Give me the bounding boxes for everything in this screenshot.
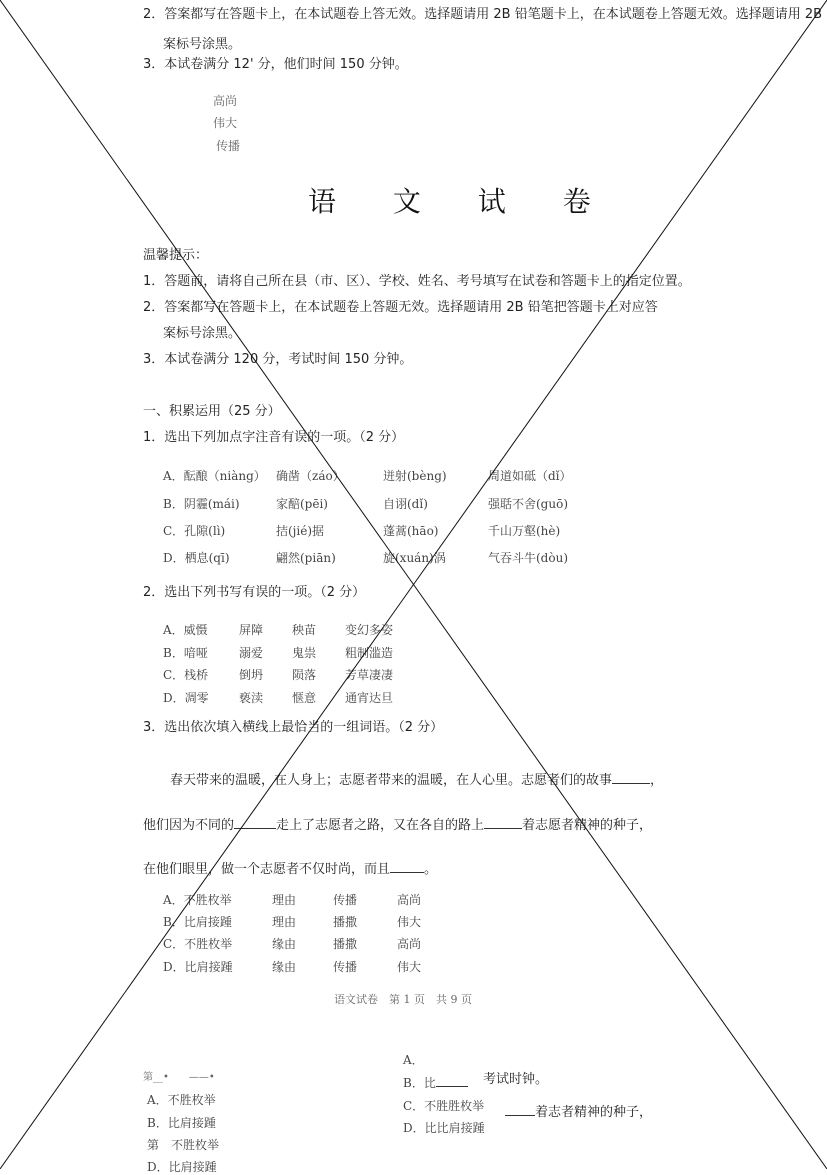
- fragment-scrap: 传播: [216, 139, 241, 153]
- section-heading: 一、积累运用（25 分）: [143, 404, 281, 419]
- option-cell: 强聒不舍(guō): [488, 497, 568, 511]
- fragment-scrap: 伟大: [213, 116, 238, 130]
- fragment-line-2: 2．答案都写在答题卡上，在本试题卷上答无效。选择题请用 2B 铅笔题卡上，在本试题卷上答题无效。选择题请用 2B: [143, 7, 823, 22]
- option-cell: 千山万壑(hè): [488, 524, 561, 538]
- fragment-left-item: D．比肩接踵: [147, 1160, 217, 1174]
- fragment-right-item: D．比比肩接踵: [403, 1121, 485, 1135]
- tip-item: 3．本试卷满分 120 分，考试时间 150 分钟。: [143, 352, 413, 367]
- option-cell: D．栖息(qī): [163, 551, 230, 565]
- option-cell: 蓬蒿(hāo): [383, 524, 439, 538]
- option-cell: 翩然(piān): [276, 551, 336, 565]
- option-cell: 芳草凄凄: [345, 668, 394, 682]
- option-cell: 屏障: [239, 623, 264, 637]
- option-cell: 高尚: [397, 937, 422, 951]
- fragment-left-item: 第 不胜枚举: [147, 1138, 220, 1152]
- option-cell: 伟大: [397, 960, 422, 974]
- option-cell: 伟大: [397, 915, 422, 929]
- option-cell: 播撒: [333, 937, 358, 951]
- tip-item: 2．答案都写在答题卡上，在本试题卷上答题无效。选择题请用 2B 铅笔把答题卡上对应答: [143, 300, 658, 315]
- option-cell: 拮(jié)据: [276, 524, 325, 538]
- tips-heading: 温馨提示：: [143, 248, 209, 263]
- option-cell: 通宵达旦: [345, 691, 394, 705]
- option-cell: 惬意: [292, 691, 317, 705]
- option-cell: 理由: [272, 893, 297, 907]
- fragment-right-item: A．: [403, 1053, 424, 1067]
- option-cell: 陨落: [292, 668, 317, 682]
- option-cell: B．比肩接踵: [163, 915, 232, 929]
- option-cell: 旋(xuán)涡: [383, 551, 446, 565]
- question-3-paragraph-3: 在他们眼里，做一个志愿者不仅时尚，而且 。: [143, 862, 438, 877]
- page-title: 语 文 试 卷: [308, 185, 615, 218]
- fragment-left-item: B．比肩接踵: [147, 1116, 216, 1130]
- option-cell: 传播: [333, 960, 358, 974]
- option-cell: C．不胜枚举: [163, 937, 233, 951]
- fragment-scrap: 高尚: [213, 94, 238, 108]
- fragment-line-2b: 案标号涂黑。: [163, 37, 242, 52]
- option-cell: 自诩(dǐ): [383, 497, 428, 511]
- fragment-line-3: 3．本试卷满分 12' 分，他们时间 150 分钟。: [143, 57, 408, 72]
- option-cell: 秧苗: [292, 623, 317, 637]
- option-cell: D．凋零: [163, 691, 209, 705]
- option-cell: A．酝酿（niàng）: [163, 469, 266, 483]
- option-cell: D．比肩接踵: [163, 960, 233, 974]
- fragment-right-item: B．比: [403, 1074, 468, 1091]
- option-cell: 高尚: [397, 893, 422, 907]
- option-cell: 气吞斗牛(dòu): [488, 551, 568, 565]
- option-cell: 倒坍: [239, 668, 264, 682]
- option-cell: C．孔隙(lì): [163, 524, 226, 538]
- fragment-right-suffix: 着志者精神的种子，: [505, 1101, 652, 1120]
- question-3-stem: 3．选出依次填入横线上最恰当的一组词语。（2 分）: [143, 720, 444, 735]
- option-cell: 溺爱: [239, 646, 264, 660]
- fragment-left-head: 第__• ——•: [143, 1072, 215, 1083]
- question-1-stem: 1．选出下列加点字注音有误的一项。（2 分）: [143, 430, 405, 445]
- option-cell: 缘由: [272, 937, 297, 951]
- question-3-paragraph-1: 春天带来的温暖，在人身上；志愿者带来的温暖，在人心里。志愿者们的故事 ，: [170, 773, 664, 788]
- option-cell: 周道如砥（dǐ）: [488, 469, 572, 483]
- option-cell: 确凿（záo）: [276, 469, 345, 483]
- fragment-right-item: C．不胜胜枚举: [403, 1099, 485, 1113]
- option-cell: C．栈桥: [163, 668, 209, 682]
- question-2-stem: 2．选出下列书写有误的一项。（2 分）: [143, 585, 366, 600]
- tip-item: 案标号涂黑。: [163, 326, 242, 341]
- option-cell: 传播: [333, 893, 358, 907]
- option-cell: B．喑哑: [163, 646, 208, 660]
- fragment-right-suffix: 考试时钟。: [483, 1072, 549, 1087]
- fragment-left-item: A．不胜枚举: [147, 1093, 216, 1107]
- option-cell: 迸射(bèng): [383, 469, 447, 483]
- option-cell: 家醅(pēi): [276, 497, 328, 511]
- option-cell: 理由: [272, 915, 297, 929]
- option-cell: B．阴霾(mái): [163, 497, 240, 511]
- option-cell: A．不胜枚举: [163, 893, 232, 907]
- option-cell: 变幻多姿: [345, 623, 394, 637]
- option-cell: 粗制滥造: [345, 646, 394, 660]
- question-3-paragraph-2: 他们因为不同的 走上了志愿者之路，又在各自的路上 着志愿者精神的种子，: [143, 818, 653, 833]
- tip-item: 1．答题前，请将自己所在县（市、区）、学校、姓名、考号填写在试卷和答题卡上的指定位置。: [143, 274, 691, 289]
- option-cell: 播撒: [333, 915, 358, 929]
- page-footer: 语文试卷 第 1 页 共 9 页: [334, 993, 472, 1006]
- option-cell: 缘由: [272, 960, 297, 974]
- option-cell: 鬼祟: [292, 646, 317, 660]
- option-cell: 亵渎: [239, 691, 264, 705]
- option-cell: A．威慑: [163, 623, 208, 637]
